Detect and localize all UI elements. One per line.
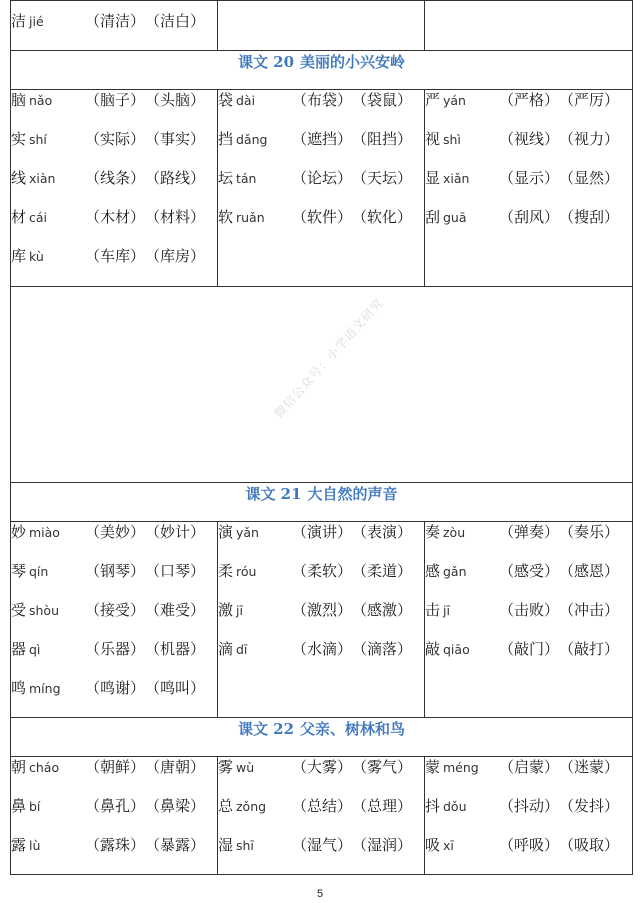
char: 洁 (11, 12, 27, 30)
vocab-entry (425, 129, 632, 168)
pinyin: wù (236, 760, 255, 775)
char: 演 (218, 523, 234, 541)
word: （感激） (352, 601, 413, 619)
pinyin: shī (236, 838, 254, 853)
pinyin: cháo (29, 760, 60, 775)
word: （抖动） (499, 797, 560, 815)
word: （阻挡） (352, 130, 413, 148)
char: 击 (425, 601, 441, 619)
char: 受 (11, 601, 27, 619)
pinyin: dī (236, 642, 248, 657)
lesson-column (11, 757, 218, 875)
pinyin: dǎng (236, 132, 268, 147)
word: （滴落） (352, 640, 413, 658)
vocab-entry (218, 757, 424, 796)
vocab-entry (218, 129, 424, 168)
lesson-column (425, 90, 633, 287)
char: 滴 (218, 640, 234, 658)
word: （柔道） (352, 562, 413, 580)
char: 材 (11, 208, 27, 226)
word: （洁白） (145, 12, 206, 30)
word: （天坛） (352, 169, 413, 187)
word: （库房） (145, 247, 206, 265)
vocab-entry (11, 678, 217, 717)
word: （乐器） (85, 640, 146, 658)
watermark: 微信公众号：小学语文研究 (271, 295, 387, 421)
vocab-entry (11, 246, 217, 285)
vocab-entry (11, 522, 217, 561)
char: 琴 (11, 562, 27, 580)
word: （美妙） (85, 523, 146, 541)
char: 挡 (218, 130, 234, 148)
vocab-entry (11, 796, 217, 835)
char: 总 (218, 797, 234, 815)
vocab-entry (218, 522, 424, 561)
word: （激烈） (292, 601, 353, 619)
word: （清洁） (85, 12, 146, 30)
char: 抖 (425, 797, 441, 815)
word: （遮挡） (292, 130, 353, 148)
word: （雾气） (352, 758, 413, 776)
word: （总理） (352, 797, 413, 815)
word: （湿气） (292, 836, 353, 854)
word: （软件） (292, 208, 353, 226)
pinyin: zòu (443, 525, 466, 540)
char: 湿 (218, 836, 234, 854)
blank-area (11, 287, 633, 483)
word: （软化） (352, 208, 413, 226)
pinyin: jī (236, 603, 243, 618)
vocab-entry (11, 11, 217, 50)
vocab-entry (218, 835, 424, 874)
lesson-title: 大自然的声音 (307, 485, 398, 503)
vocab-entry (218, 600, 424, 639)
vocab-entry (425, 835, 632, 874)
word: （唐朝） (145, 758, 206, 776)
word: （启蒙） (499, 758, 560, 776)
char: 严 (425, 91, 441, 109)
lesson-header (11, 51, 633, 90)
vocab-entry (425, 757, 632, 796)
word: （事实） (145, 130, 206, 148)
word: （大雾） (292, 758, 353, 776)
char: 软 (218, 208, 234, 226)
pinyin: ruǎn (236, 210, 265, 225)
char: 鼻 (11, 797, 27, 815)
char: 视 (425, 130, 441, 148)
word: （水滴） (292, 640, 353, 658)
lesson-number: 课文 20 (237, 53, 295, 71)
pinyin: guā (443, 210, 467, 225)
word: （演讲） (292, 523, 353, 541)
vocab-entry (425, 796, 632, 835)
vocab-entry (11, 757, 217, 796)
word: （脑子） (85, 91, 146, 109)
char: 感 (425, 562, 441, 580)
char: 刮 (425, 208, 441, 226)
word: （路线） (145, 169, 206, 187)
word: （湿润） (352, 836, 413, 854)
pinyin: qín (29, 564, 49, 579)
vocab-entry (218, 168, 424, 207)
pinyin: miào (29, 525, 60, 540)
pinyin: méng (443, 760, 479, 775)
pinyin: xiàn (29, 171, 56, 186)
word: （钢琴） (85, 562, 146, 580)
pinyin: yǎn (236, 525, 259, 540)
pinyin: qiāo (443, 642, 470, 657)
vocab-entry (11, 561, 217, 600)
char: 库 (11, 247, 27, 265)
vocab-entry (11, 90, 217, 129)
word: （感受） (499, 562, 560, 580)
char: 线 (11, 169, 27, 187)
word: （布袋） (292, 91, 353, 109)
vocab-entry (425, 639, 632, 678)
word: （感恩） (559, 562, 620, 580)
char: 柔 (218, 562, 234, 580)
pinyin: róu (236, 564, 257, 579)
word: （严格） (499, 91, 560, 109)
carryover-cell-3 (425, 1, 633, 51)
word: （木材） (85, 208, 146, 226)
word: （车库） (85, 247, 146, 265)
vocab-table (10, 0, 633, 875)
word: （视线） (499, 130, 560, 148)
word: （鸣叫） (145, 679, 206, 697)
vocab-entry (425, 168, 632, 207)
word: （接受） (85, 601, 146, 619)
char: 脑 (11, 91, 27, 109)
word: （敲打） (559, 640, 620, 658)
word: （实际） (85, 130, 146, 148)
carryover-cell-2 (218, 1, 425, 51)
pinyin: kù (29, 249, 44, 264)
word: （呼吸） (499, 836, 560, 854)
char: 露 (11, 836, 27, 854)
pinyin: nǎo (29, 93, 53, 108)
page-number: 5 (316, 888, 324, 900)
char: 蒙 (425, 758, 441, 776)
carryover-cell-1 (11, 1, 218, 51)
word: （冲击） (559, 601, 620, 619)
lesson-title: 美丽的小兴安岭 (300, 53, 406, 71)
lesson-title: 父亲、树林和鸟 (300, 720, 406, 738)
lesson-number: 课文 21 (245, 485, 302, 503)
word: （线条） (85, 169, 146, 187)
pinyin: tán (236, 171, 257, 186)
word: （击败） (499, 601, 560, 619)
word: （鼻梁） (145, 797, 206, 815)
word: （论坛） (292, 169, 353, 187)
pinyin: dài (236, 93, 256, 108)
word: （柔软） (292, 562, 353, 580)
word: （弹奏） (499, 523, 560, 541)
char: 朝 (11, 758, 27, 776)
word: （妙计） (145, 523, 206, 541)
lesson-column (425, 522, 633, 718)
word: （口琴） (145, 562, 206, 580)
lesson-column (218, 522, 425, 718)
lesson-column (11, 522, 218, 718)
pinyin: jié (29, 14, 44, 29)
char: 吸 (425, 836, 441, 854)
lesson-number: 课文 22 (237, 720, 295, 738)
word: （显示） (499, 169, 560, 187)
char: 激 (218, 601, 234, 619)
char: 鸣 (11, 679, 27, 697)
pinyin: gǎn (443, 564, 467, 579)
pinyin: qì (29, 642, 41, 657)
lesson-column (11, 90, 218, 287)
char: 妙 (11, 523, 27, 541)
char: 坛 (218, 169, 234, 187)
pinyin: yán (443, 93, 466, 108)
vocab-entry (425, 600, 632, 639)
pinyin: xī (443, 838, 454, 853)
vocab-entry (11, 129, 217, 168)
vocab-entry (218, 207, 424, 246)
vocab-entry (425, 207, 632, 246)
word: （吸取） (559, 836, 620, 854)
char: 器 (11, 640, 27, 658)
vocab-entry (11, 835, 217, 874)
char: 实 (11, 130, 27, 148)
pinyin: dǒu (443, 799, 467, 814)
char: 雾 (218, 758, 234, 776)
pinyin: míng (29, 681, 61, 696)
vocab-entry (11, 600, 217, 639)
word: （搜刮） (559, 208, 620, 226)
vocab-entry (218, 639, 424, 678)
vocab-entry (11, 639, 217, 678)
word: （发抖） (559, 797, 620, 815)
lesson-column (218, 90, 425, 287)
word: （表演） (352, 523, 413, 541)
pinyin: shì (443, 132, 461, 147)
word: （严厉） (559, 91, 620, 109)
pinyin: cái (29, 210, 48, 225)
lesson-header (11, 483, 633, 522)
word: （迷蒙） (559, 758, 620, 776)
word: （材料） (145, 208, 206, 226)
vocab-entry (425, 561, 632, 600)
word: （暴露） (145, 836, 206, 854)
char: 袋 (218, 91, 234, 109)
lesson-column (218, 757, 425, 875)
pinyin: xiǎn (443, 171, 470, 186)
lesson-column (425, 757, 633, 875)
word: （视力） (559, 130, 620, 148)
word: （袋鼠） (352, 91, 413, 109)
vocab-entry (425, 90, 632, 129)
word: （鸣谢） (85, 679, 146, 697)
vocab-entry (218, 90, 424, 129)
word: （头脑） (145, 91, 206, 109)
word: （露珠） (85, 836, 146, 854)
vocab-entry (218, 561, 424, 600)
word: （刮风） (499, 208, 560, 226)
word: （奏乐） (559, 523, 620, 541)
char: 显 (425, 169, 441, 187)
pinyin: shí (29, 132, 47, 147)
word: （总结） (292, 797, 353, 815)
pinyin: lù (29, 838, 41, 853)
pinyin: bí (29, 799, 41, 814)
vocab-entry (425, 522, 632, 561)
word: （鼻孔） (85, 797, 146, 815)
word: （难受） (145, 601, 206, 619)
word: （敲门） (499, 640, 560, 658)
char: 奏 (425, 523, 441, 541)
vocab-entry (11, 168, 217, 207)
pinyin: jī (443, 603, 450, 618)
char: 敲 (425, 640, 441, 658)
word: （显然） (559, 169, 620, 187)
pinyin: zǒng (236, 799, 267, 814)
pinyin: shòu (29, 603, 60, 618)
lesson-header (11, 718, 633, 757)
word: （机器） (145, 640, 206, 658)
vocab-entry (218, 796, 424, 835)
word: （朝鲜） (85, 758, 146, 776)
vocab-entry (11, 207, 217, 246)
